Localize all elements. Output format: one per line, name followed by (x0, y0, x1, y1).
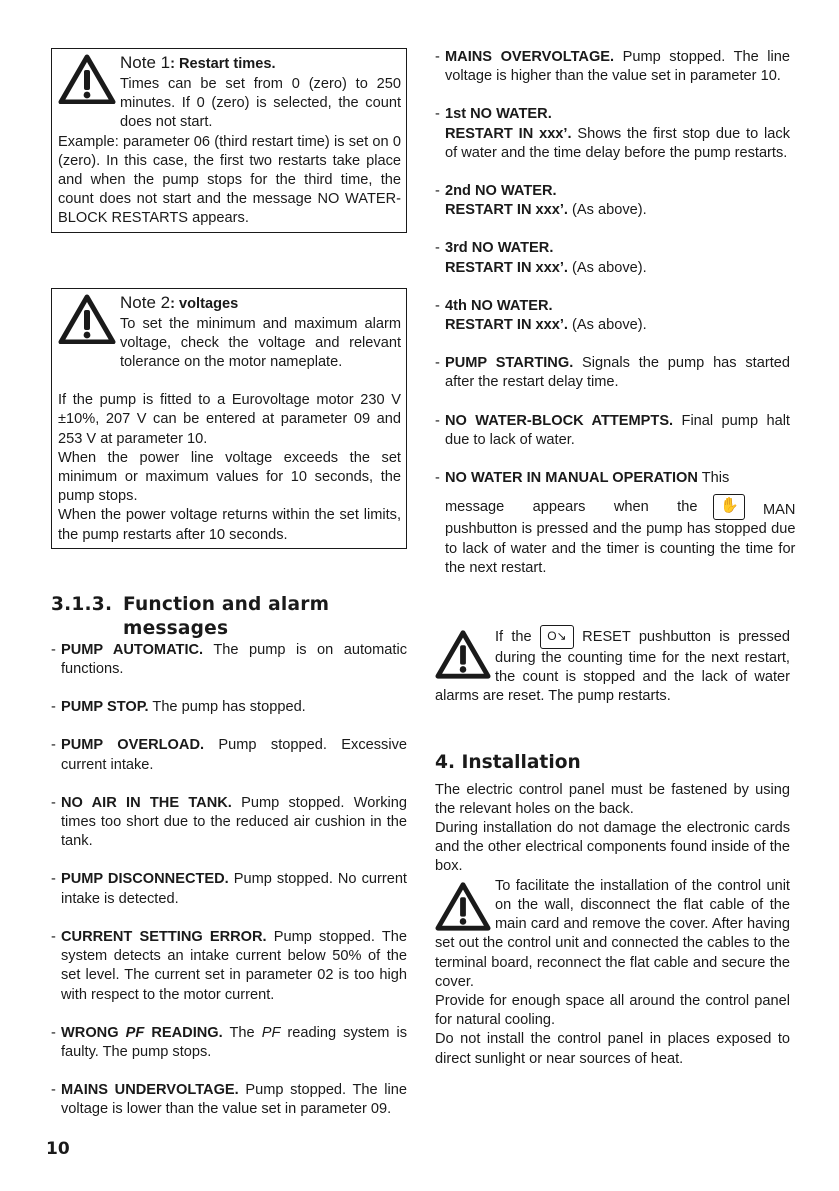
note2-subtitle: : voltages (170, 295, 239, 312)
message-label-italic: PF (125, 1024, 145, 1041)
bullet-dash: - (51, 699, 56, 716)
message-label: MAINS OVERVOLTAGE. (445, 49, 615, 65)
bullet-dash: - (435, 106, 440, 123)
message-text: Shows the first stop due to lack of water and the time delay before the pump restarts. (445, 125, 790, 161)
message-text: Signals the pump has started after the restart delay time. (445, 355, 790, 391)
note2-box (51, 288, 407, 549)
message-label: PUMP OVERLOAD. (61, 737, 205, 754)
message-label: 1st NO WATER. (445, 106, 552, 123)
section-313-heading (51, 593, 407, 641)
message-text: Pump stopped. No current intake is detected. (61, 871, 407, 907)
section-title-line2: messages (123, 617, 229, 639)
message-item (51, 928, 407, 1005)
message-label-2: RESTART IN xxx’. (445, 125, 572, 142)
message-label: NO AIR IN THE TANK. (61, 794, 232, 811)
message-label: CURRENT SETTING ERROR. (61, 928, 267, 945)
bullet-dash: - (51, 871, 56, 888)
message-item (435, 182, 790, 220)
note2-p2: When the power line voltage exceeds the set minimum or maximum values for 10 seconds, the pump stops. (58, 449, 401, 505)
bullet-dash: - (435, 240, 440, 257)
message-item (51, 736, 407, 774)
message-text: The pump is on automatic functions. (61, 641, 407, 678)
right-column (435, 48, 796, 1069)
message-text: (As above). (568, 317, 647, 334)
warning-icon (58, 54, 116, 104)
bullet-dash: - (435, 297, 440, 314)
reset-text-b: RESET pushbutton is pressed during the counting time for the next restart, the count is stopped and the lack of water alarms are reset. The pump restarts. (435, 628, 791, 705)
message-label: 2nd NO WATER. (445, 183, 557, 200)
note1-example: Example: parameter 06 (third restart time) is set on 0 (zero). In this case, the first two restarts take place and when the pump stops for the third time, the count does not start and the message NO WATER-BLOCK RESTARTS appears. (58, 133, 401, 227)
reset-button-icon: O↘ (540, 625, 574, 649)
message-label-2: RESTART IN xxx’. (445, 317, 568, 334)
note1-title: Note 1 (120, 53, 171, 72)
message-item (435, 239, 790, 277)
message-label-end: READING. (144, 1024, 223, 1041)
message-label: WRONG (61, 1024, 126, 1041)
installation-warning (435, 877, 790, 992)
right-message-list (435, 48, 790, 450)
bullet-dash: - (435, 412, 440, 429)
bullet-dash: - (51, 794, 56, 811)
message-label: PUMP STARTING. (445, 355, 574, 372)
message-text-pre: The (222, 1024, 262, 1041)
message-text: The pump has stopped. (148, 699, 306, 716)
installation-heading: 4. Installation (435, 751, 581, 773)
message-item (435, 354, 790, 392)
bullet-dash: - (435, 183, 440, 200)
message-text: Final pump halt due to lack of water. (445, 412, 790, 448)
manual-item-text-a: This (697, 470, 730, 487)
message-item (51, 794, 407, 852)
section-title-line1: Function and alarm (123, 593, 330, 615)
note2-p3: When the power voltage returns within the set limits, the pump restarts after 10 seconds. (58, 507, 401, 543)
message-text: Pump stopped. The line voltage is higher than the value set in parameter 10. (445, 49, 790, 85)
installation-p4: Do not install the control panel in places exposed to direct sunlight or near sources of heat. (435, 1031, 790, 1067)
note2-p1: If the pump is fitted to a Eurovoltage motor 230 V ±10%, 207 V can be entered at parameter 09 and 253 V at parameter 10. (58, 392, 401, 447)
hand-button-icon: ✋ (713, 494, 745, 520)
message-text: Pump stopped. The system detects an intake current below 50% of the set level. The current set in parameter 02 is too high with respect to the motor current. (61, 928, 407, 1003)
message-item (51, 641, 407, 679)
message-label: NO WATER-BLOCK ATTEMPTS. (445, 412, 674, 429)
left-message-list (51, 641, 407, 1120)
manual-operation-item: - NO WATER IN MANUAL OPERATION This message appears when the ✋ MAN pushbutton is pressed and the pump has stopped due to lack of water and the timer is counting the time for the next restart. (435, 469, 790, 578)
note1-box (51, 48, 407, 233)
message-label: PUMP STOP. (61, 699, 149, 716)
reset-text-a: If the (495, 628, 532, 645)
message-label-2: RESTART IN xxx’. (445, 202, 568, 219)
message-text: Pump stopped. Working times too short due to the reduced air cushion in the tank. (61, 794, 407, 850)
note2-title: Note 2 (120, 292, 171, 312)
section-number: 3.1.3. (51, 593, 113, 615)
bullet-dash: - (435, 355, 440, 372)
message-label: PUMP DISCONNECTED. (61, 871, 229, 888)
installation-warn-text: To facilitate the installation of the control unit on the wall, disconnect the flat cable of the main card and remove the cover. After having set out the control unit and connected the cables to the terminal board, reconnect the flat cable and secure the cover. (435, 877, 790, 990)
message-item (51, 870, 407, 908)
manual-item-text-c: MAN pushbutton is pressed and the pump has stopped due to lack of water and the timer is counting the time for the next restart. (445, 502, 796, 576)
installation-p2: During installation do not damage the electronic cards and the other electrical components found inside of the box. (435, 820, 790, 875)
bullet-dash: - (51, 928, 56, 945)
manual-item-text-b: message appears when the (445, 498, 698, 515)
note1-subtitle: : Restart times. (170, 56, 276, 72)
message-item (51, 1081, 407, 1119)
installation-p1: The electric control panel must be fastened by using the relevant holes on the back. (435, 781, 790, 817)
message-label: PUMP AUTOMATIC. (61, 641, 204, 658)
message-item (435, 48, 790, 86)
bullet-dash: - (51, 641, 56, 658)
warning-icon (435, 629, 491, 679)
message-item (51, 1024, 407, 1062)
message-text: Pump stopped. The line voltage is lower than the value set in parameter 09. (61, 1082, 407, 1118)
reset-note (435, 625, 790, 707)
bullet-dash: - (51, 737, 56, 754)
message-text: (As above). (568, 202, 647, 219)
note2-intro: To set the minimum and maximum alarm voltage, check the voltage and relevant tolerance on the motor nameplate. (120, 315, 401, 371)
installation-p3: Provide for enough space all around the control panel for natural cooling. (435, 992, 790, 1029)
page-number: 10 (46, 1139, 70, 1159)
message-item (435, 297, 790, 335)
message-label: MAINS UNDERVOLTAGE. (61, 1082, 239, 1099)
message-item (435, 105, 790, 163)
left-column (51, 48, 407, 1139)
message-item (435, 412, 790, 450)
message-text: reading system is faulty. The pump stops. (61, 1024, 408, 1060)
message-label: 3rd NO WATER. (445, 240, 554, 257)
message-item (51, 698, 407, 717)
warning-icon (435, 881, 491, 931)
note1-intro: Times can be set from 0 (zero) to 250 minutes. If 0 (zero) is selected, the count does not start. (120, 76, 401, 131)
bullet-dash: - (51, 1082, 56, 1099)
manual-item-label: NO WATER IN MANUAL OPERATION (445, 470, 698, 487)
warning-icon (58, 294, 116, 344)
bullet-dash: - (435, 49, 440, 65)
message-label: 4th NO WATER. (445, 297, 553, 314)
message-label-2: RESTART IN xxx’. (445, 259, 568, 276)
bullet-dash: - (51, 1024, 56, 1041)
message-text: (As above). (568, 259, 647, 276)
message-text: Pump stopped. Excessive current intake. (61, 737, 407, 773)
message-text-italic: PF (261, 1024, 281, 1041)
